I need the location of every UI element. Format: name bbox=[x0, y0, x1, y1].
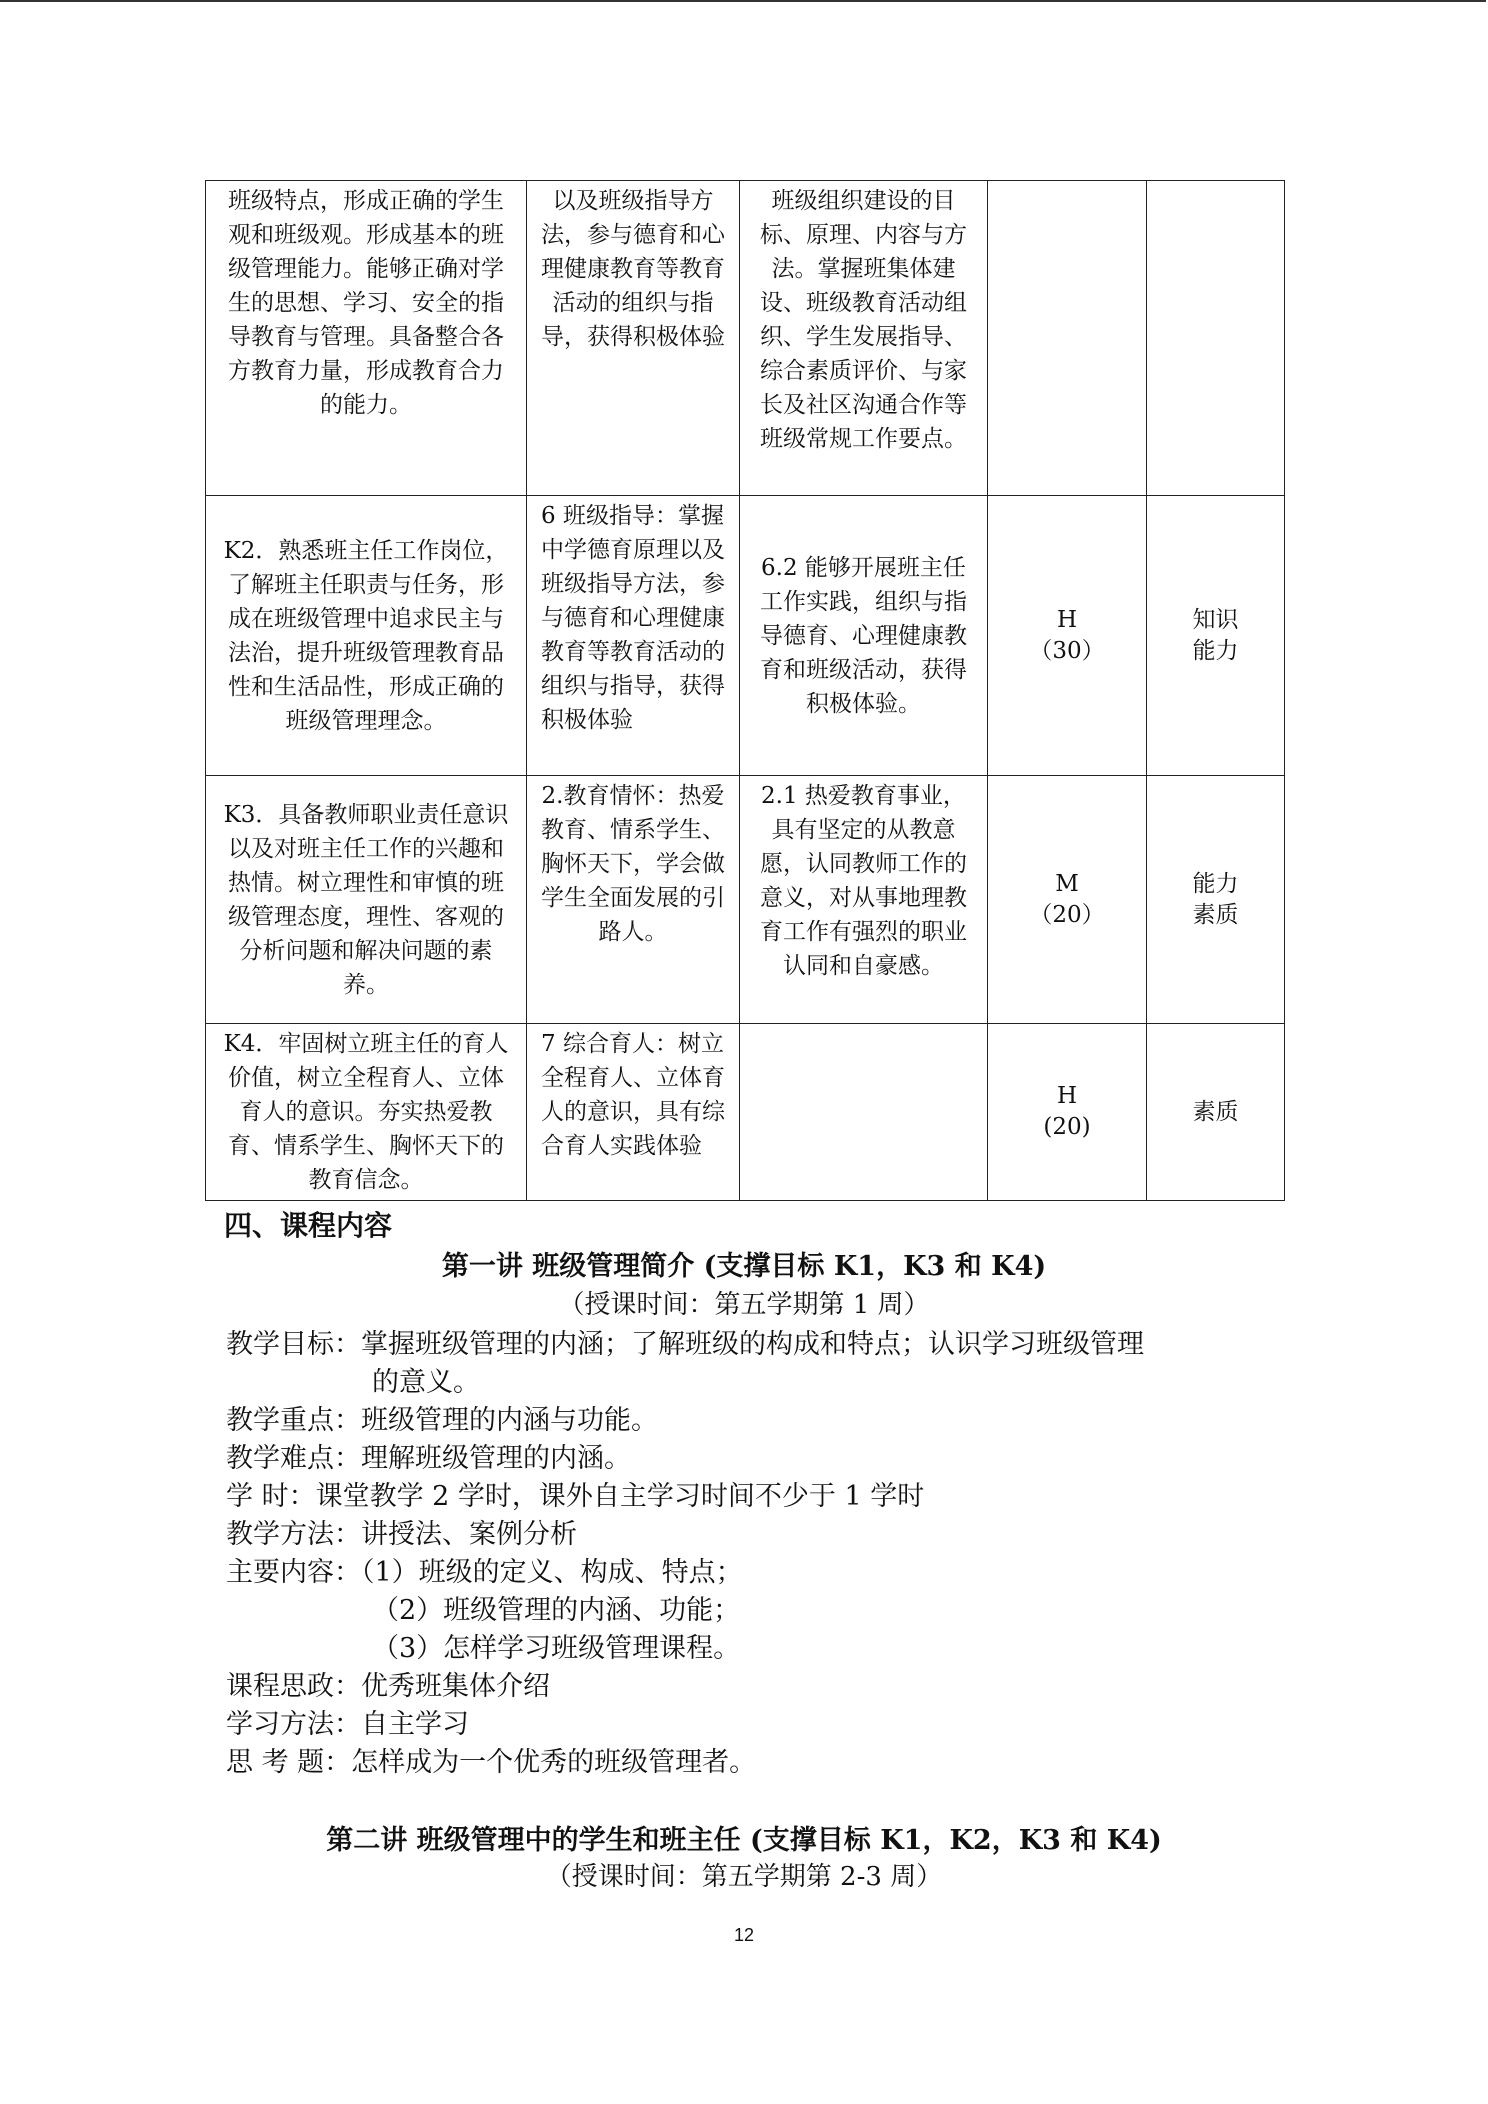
lecture-1-content: 主要内容：（1）班级的定义、构成、特点； bbox=[226, 1557, 743, 1588]
weight-cell: H (20) bbox=[988, 1024, 1147, 1201]
indicator-cell: 班级组织建设的目标、原理、内容与方法。掌握班集体建设、班级教育活动组织、学生发展指导、综合素质评价、与家长及社区沟通合作等班级常规工作要点。 bbox=[740, 181, 988, 496]
page-number: 12 bbox=[733, 1925, 755, 1945]
indicator-cell: 6.2 能够开展班主任工作实践，组织与指导德育、心理健康教育和班级活动，获得积极体验。 bbox=[740, 496, 988, 776]
type-cell: 能力 素质 bbox=[1147, 776, 1285, 1024]
lecture-2-title: 第二讲 班级管理中的学生和班主任 (支撑目标 K1，K2，K3 和 K4) bbox=[326, 1825, 1162, 1856]
lecture-1-key-point: 教学重点：班级管理的内涵与功能。 bbox=[226, 1405, 658, 1436]
type-cell: 素质 bbox=[1147, 1024, 1285, 1201]
lecture-1-question: 思 考 题：怎样成为一个优秀的班级管理者。 bbox=[226, 1747, 757, 1778]
lecture-1-objective-cont: 的意义。 bbox=[372, 1367, 480, 1398]
goal-cell: K2．熟悉班主任工作岗位，了解班主任职责与任务，形成在班级管理中追求民主与法治，提升班级管理教育品性和生活品性，形成正确的班级管理理念。 bbox=[206, 496, 527, 776]
lecture-1-hours: 学 时：课堂教学 2 学时，课外自主学习时间不少于 1 学时 bbox=[226, 1481, 925, 1512]
table-row bbox=[206, 181, 1285, 496]
section-heading: 四、课程内容 bbox=[224, 1209, 393, 1242]
goal-cell: 班级特点，形成正确的学生观和班级观。形成基本的班级管理能力。能够正确对学生的思想、学习、安全的指导教育与管理。具备整合各方教育力量，形成教育合力的能力。 bbox=[206, 181, 527, 496]
type-cell: 知识 能力 bbox=[1147, 496, 1285, 776]
lecture-1-method: 教学方法：讲授法、案例分析 bbox=[226, 1519, 577, 1550]
table-row bbox=[206, 1024, 1285, 1201]
lecture-2-time: （授课时间：第五学期第 2-3 周） bbox=[545, 1862, 943, 1892]
goal-cell: K4．牢固树立班主任的育人价值，树立全程育人、立体育人的意识。夯实热爱教育、情系学生、胸怀天下的教育信念。 bbox=[206, 1024, 527, 1201]
lecture-1-content-item: （2）班级管理的内涵、功能； bbox=[372, 1595, 741, 1626]
table-row bbox=[206, 776, 1285, 1024]
type-cell bbox=[1147, 181, 1285, 496]
lecture-1-ideology: 课程思政：优秀班集体介绍 bbox=[226, 1671, 550, 1702]
requirement-cell: 6 班级指导：掌握中学德育原理以及班级指导方法，参与德育和心理健康教育等教育活动的组织与指导，获得积极体验 bbox=[527, 496, 740, 776]
lecture-1-time: （授课时间：第五学期第 1 周） bbox=[558, 1290, 930, 1320]
weight-cell: M （20） bbox=[988, 776, 1147, 1024]
requirement-cell: 7 综合育人：树立全程育人、立体育人的意识，具有综合育人实践体验 bbox=[527, 1024, 740, 1201]
weight-cell bbox=[988, 181, 1147, 496]
goal-cell: K3．具备教师职业责任意识以及对班主任工作的兴趣和热情。树立理性和审慎的班级管理态度，理性、客观的分析问题和解决问题的素养。 bbox=[206, 776, 527, 1024]
requirement-cell: 2.教育情怀：热爱教育、情系学生、胸怀天下，学会做学生全面发展的引路人。 bbox=[527, 776, 740, 1024]
lecture-1-content-item: （3）怎样学习班级管理课程。 bbox=[372, 1633, 741, 1664]
weight-cell: H （30） bbox=[988, 496, 1147, 776]
requirement-cell: 以及班级指导方法，参与德育和心理健康教育等教育活动的组织与指导，获得积极体验 bbox=[527, 181, 740, 496]
lecture-1-title: 第一讲 班级管理简介 (支撑目标 K1，K3 和 K4) bbox=[441, 1251, 1047, 1282]
lecture-1-objective: 教学目标：掌握班级管理的内涵；了解班级的构成和特点；认识学习班级管理 bbox=[226, 1329, 1144, 1360]
lecture-1-difficulty: 教学难点：理解班级管理的内涵。 bbox=[226, 1443, 631, 1474]
indicator-cell bbox=[740, 1024, 988, 1201]
lecture-1-study-method: 学习方法：自主学习 bbox=[226, 1709, 469, 1740]
table-row bbox=[206, 496, 1285, 776]
indicator-cell: 2.1 热爱教育事业，具有坚定的从教意愿，认同教师工作的意义，对从事地理教育工作有强烈的职业认同和自豪感。 bbox=[740, 776, 988, 1024]
course-goals-table bbox=[205, 180, 1285, 1201]
